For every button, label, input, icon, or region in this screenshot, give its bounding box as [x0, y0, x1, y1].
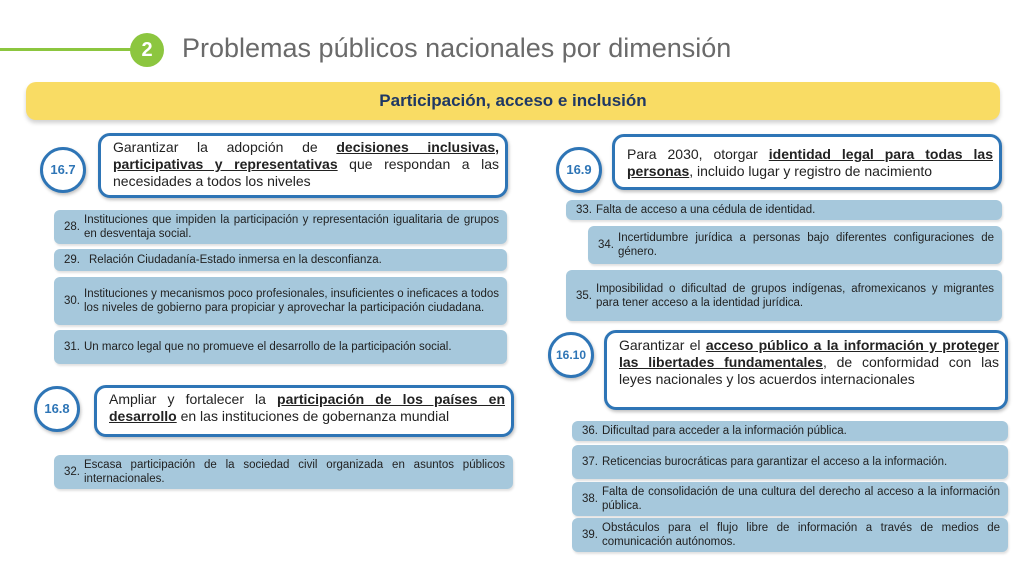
goal-box-16-7 — [98, 133, 508, 198]
problem-text: Falta de consolidación de una cultura del derecho al acceso a la información pública. — [602, 486, 1000, 512]
problem-text: Falta de acceso a una cédula de identidad. — [596, 204, 816, 216]
problem-item-29 — [54, 249, 507, 271]
problem-text: Escasa participación de la sociedad civil organizada en asuntos públicos internacionales. — [84, 459, 505, 485]
goal-text-post: en las instituciones de gobernanza mundial — [176, 408, 450, 424]
dimension-banner — [26, 82, 1000, 120]
problem-text: Relación Ciudadanía-Estado inmersa en la desconfianza. — [89, 254, 382, 266]
problem-number: 32. — [64, 466, 80, 478]
section-number-badge: 2 — [130, 33, 164, 67]
problem-item-31 — [54, 330, 507, 364]
goal-text-post: , incluido lugar y registro de nacimiento — [689, 163, 933, 179]
goal-text-post: que respondan a las necesidades a todos los niveles — [113, 156, 499, 189]
problem-number: 39. — [582, 529, 598, 541]
goal-text-pre: Para 2030, otorgar — [627, 146, 769, 162]
problem-item-36 — [572, 421, 1008, 441]
goal-box-16-8 — [94, 385, 514, 437]
problem-number: 35. — [576, 289, 592, 302]
problem-item-39 — [572, 518, 1008, 552]
goal-text-emphasis: participación de los países en desarrollo — [109, 391, 505, 424]
problem-number: 33. — [576, 204, 592, 216]
problem-item-38 — [572, 482, 1008, 516]
goal-circle-16-8: 16.8 — [34, 386, 80, 432]
goal-text-pre: Ampliar y fortalecer la — [109, 391, 278, 407]
problem-text: Reticencias burocráticas para garantizar el acceso a la información. — [602, 456, 948, 468]
problem-number: 37. — [582, 456, 598, 468]
problem-item-33 — [566, 200, 1002, 220]
problem-number: 30. — [64, 295, 80, 307]
problem-text: Instituciones y mecanismos poco profesionales, insuficientes o ineficaces a todos los niveles de gobierno para propiciar y aprovechar la participación ciudadana. — [84, 288, 499, 314]
goal-text-emphasis: decisiones inclusivas, participativas y representativas — [113, 139, 499, 172]
goal-text-pre: Garantizar la adopción de — [113, 139, 337, 155]
goal-text-post: , de conformidad con las leyes nacionales y los acuerdos internacionales — [619, 354, 1000, 387]
problem-item-37 — [572, 445, 1008, 479]
problem-number: 38. — [582, 493, 598, 505]
problem-text: Incertidumbre jurídica a personas bajo diferentes configuraciones de género. — [618, 232, 994, 258]
problem-number: 31. — [64, 341, 80, 353]
problem-item-35 — [566, 270, 1002, 321]
problem-text: Imposibilidad o dificultad de grupos indígenas, afromexicanos y migrantes para tener acceso a la identidad jurídica. — [596, 282, 994, 309]
goal-box-16-10 — [604, 330, 1008, 410]
problem-number: 29. — [64, 254, 80, 266]
goal-text-pre: Garantizar el — [619, 337, 706, 353]
header-accent-line — [0, 48, 132, 51]
goal-text-emphasis: identidad legal para todas las personas — [627, 146, 993, 179]
problem-item-28 — [54, 210, 507, 244]
problem-number: 34. — [598, 239, 614, 251]
problem-item-32 — [54, 455, 513, 489]
problem-text: Instituciones que impiden la participación y representación igualitaria de grupos en desventaja social. — [84, 214, 499, 240]
goal-circle-16-9: 16.9 — [556, 147, 602, 193]
problem-text: Obstáculos para el flujo libre de información a través de medios de comunicación autónomos. — [602, 522, 1000, 548]
problem-item-34 — [588, 226, 1002, 264]
banner-title: Participación, acceso e inclusión — [379, 91, 647, 110]
problem-text: Un marco legal que no promueve el desarrollo de la participación social. — [84, 341, 452, 353]
problem-text: Dificultad para acceder a la información pública. — [602, 425, 847, 437]
goal-circle-16-10: 16.10 — [548, 332, 594, 378]
goal-circle-16-7: 16.7 — [40, 147, 86, 193]
problem-number: 36. — [582, 425, 598, 437]
goal-box-16-9 — [612, 134, 1002, 190]
goal-text-emphasis: acceso público a la información y proteger las libertades fundamentales — [619, 337, 999, 370]
page-title: Problemas públicos nacionales por dimensión — [182, 33, 732, 63]
problem-number: 28. — [64, 221, 80, 233]
problem-item-30 — [54, 277, 507, 325]
